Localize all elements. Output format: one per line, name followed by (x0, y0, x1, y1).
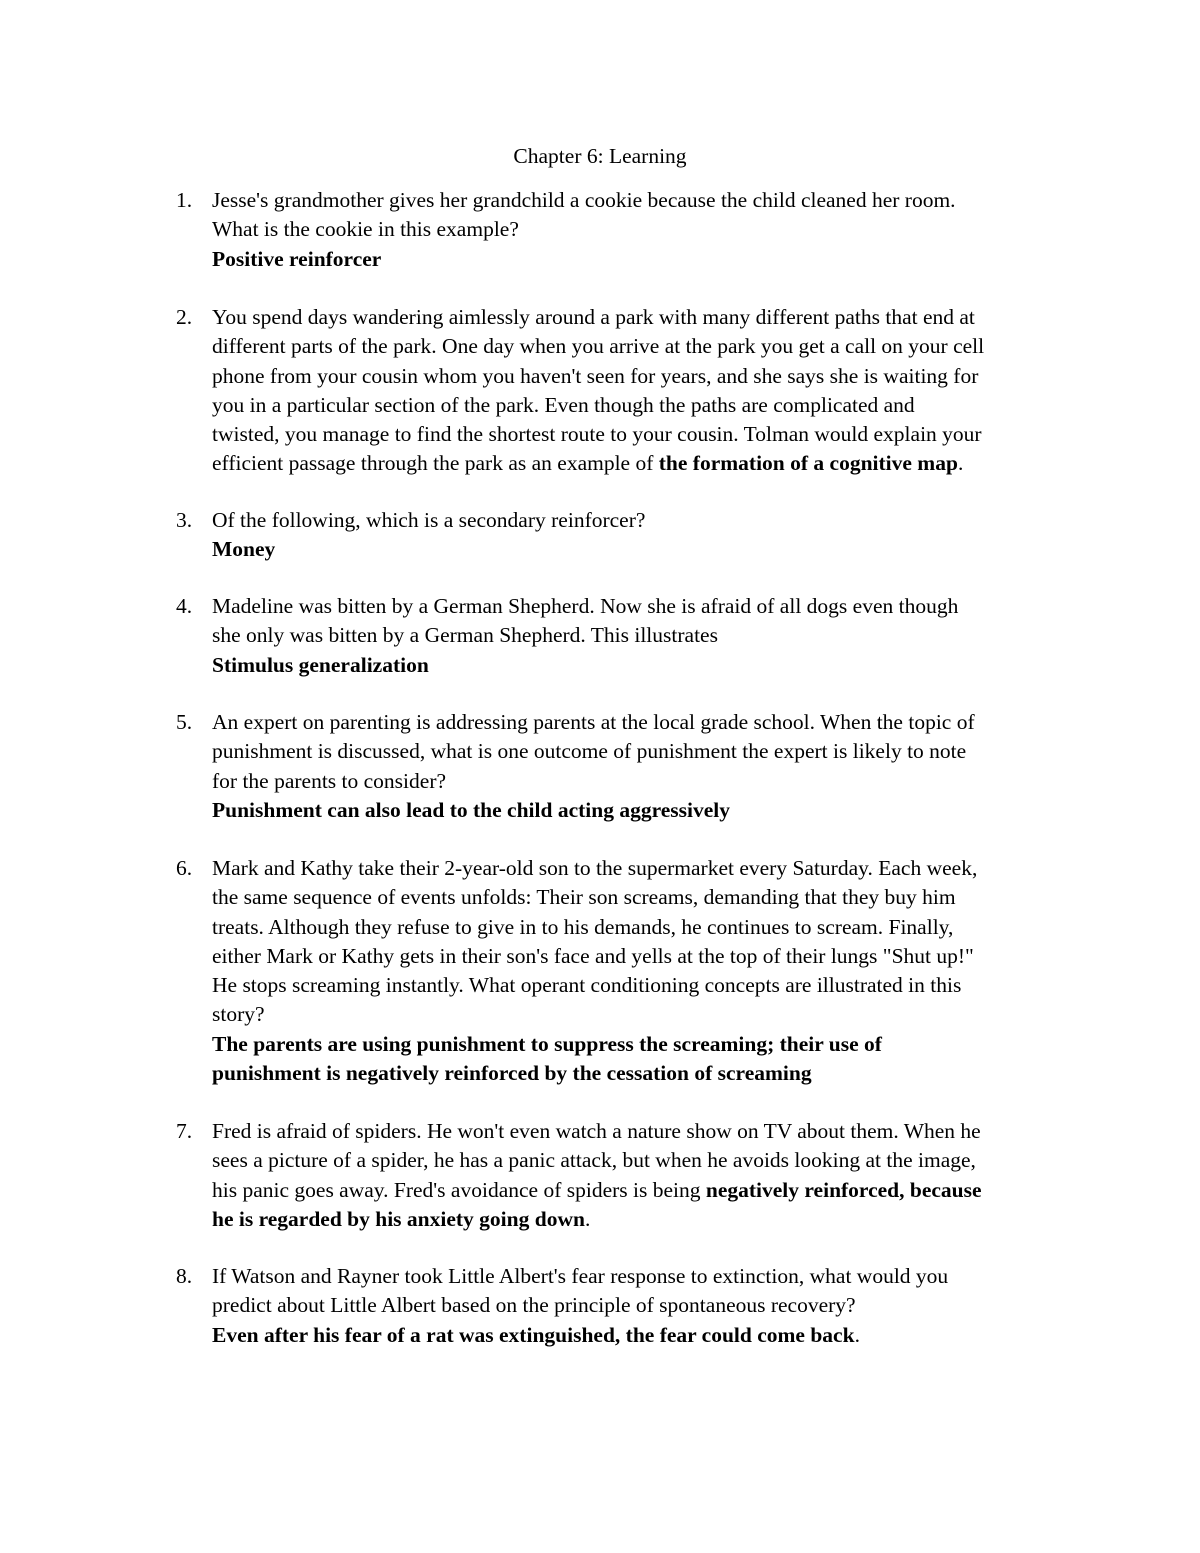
question-body (212, 1117, 1076, 1234)
answer-text: punishment is negatively reinforced by the cessation of screaming (212, 1061, 812, 1086)
question-text-line: different parts of the park. One day when you arrive at the park you get a call on your cell (212, 334, 985, 359)
question-text-line: story? (212, 1002, 265, 1027)
answer-text: Money (212, 537, 276, 562)
question-text-line: Mark and Kathy take their 2-year-old son to the supermarket every Saturday. Each week, (212, 856, 978, 880)
question-body (212, 186, 1076, 274)
question-text: his panic goes away. Fred's avoidance of spiders is being (212, 1177, 706, 1202)
question-text-line: for the parents to consider? (212, 768, 447, 793)
question-text-line: punishment is discussed, what is one outcome of punishment the expert is likely to note (212, 739, 967, 764)
question-number: 4. (176, 594, 193, 618)
question-text-line: He stops screaming instantly. What operant conditioning concepts are illustrated in this (212, 973, 962, 998)
question-text-line: predict about Little Albert based on the principle of spontaneous recovery? (212, 1293, 856, 1318)
question-body (212, 592, 1076, 680)
punctuation: . (854, 1322, 860, 1347)
question-text-line: the same sequence of events unfolds: Their son screams, demanding that they buy him (212, 885, 956, 910)
question-body (212, 303, 1076, 479)
question-number: 7. (176, 1119, 193, 1143)
question-number: 1. (176, 188, 193, 212)
question-text-line (212, 1176, 1076, 1205)
question-text-line: What is the cookie in this example? (212, 217, 519, 242)
question-number: 2. (176, 305, 193, 329)
question-body (212, 708, 1076, 825)
question-text-line: phone from your cousin whom you haven't seen for years, and she says she is waiting for (212, 363, 979, 388)
question-text-line: Madeline was bitten by a German Shepherd. Now she is afraid of all dogs even though (212, 594, 959, 618)
answer-text: negatively reinforced, because (705, 1177, 982, 1202)
question-text-line: you in a particular section of the park. Even though the paths are complicated and (212, 392, 915, 417)
question-text-line: Fred is afraid of spiders. He won't even watch a nature show on TV about them. When he (212, 1119, 981, 1143)
question-text-line: Jesse's grandmother gives her grandchild a cookie because the child cleaned her room. (212, 188, 956, 212)
question-text: efficient passage through the park as an example of (212, 451, 659, 476)
question-text-line: An expert on parenting is addressing parents at the local grade school. When the topic of (212, 710, 975, 734)
question-text-line: If Watson and Rayner took Little Albert's fear response to extinction, what would you (212, 1264, 949, 1288)
question-number: 5. (176, 710, 193, 734)
punctuation: . (584, 1206, 591, 1231)
answer-text: Punishment can also lead to the child acting aggressively (212, 797, 731, 822)
question-body (212, 854, 1076, 1088)
punctuation: . (957, 451, 964, 476)
question-body (212, 1262, 1076, 1350)
question-text-line: sees a picture of a spider, he has a panic attack, but when he avoids looking at the image, (212, 1148, 976, 1173)
answer-text: Even after his fear of a rat was extinguished, the fear could come back (212, 1322, 855, 1347)
answer-text: he is regarded by his anxiety going down (212, 1206, 585, 1231)
question-number: 6. (176, 856, 193, 880)
question-text-line (212, 1205, 1076, 1234)
page-title: Chapter 6: Learning (513, 144, 687, 168)
answer-text: Stimulus generalization (212, 652, 429, 677)
question-text-line: twisted, you manage to find the shortest route to your cousin. Tolman would explain your (212, 422, 982, 447)
question-text-line: You spend days wandering aimlessly around a park with many different paths that end at (212, 305, 975, 329)
question-text-line: Of the following, which is a secondary reinforcer? (212, 508, 646, 532)
question-text-line (212, 1321, 1076, 1350)
question-body (212, 506, 1076, 565)
question-number: 3. (176, 508, 193, 532)
answer-text: the formation of a cognitive map (658, 451, 958, 476)
answer-text: Positive reinforcer (212, 246, 382, 271)
question-text-line: either Mark or Kathy gets in their son's face and yells at the top of their lungs "Shut up!" (212, 943, 974, 968)
answer-text: The parents are using punishment to suppress the screaming; their use of (212, 1031, 882, 1056)
question-number: 8. (176, 1264, 193, 1288)
question-text-line (212, 449, 1076, 478)
question-text-line: treats. Although they refuse to give in to his demands, he continues to scream. Finally, (212, 914, 954, 939)
question-text-line: she only was bitten by a German Shepherd. This illustrates (212, 623, 718, 648)
